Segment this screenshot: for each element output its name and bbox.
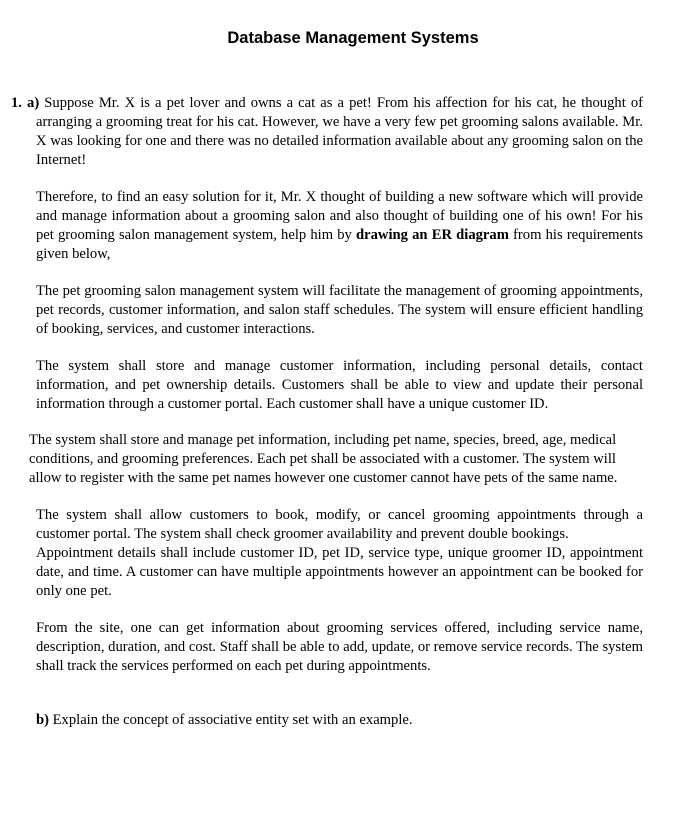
er-diagram-emphasis: drawing an ER diagram: [356, 227, 509, 243]
question-1a-intro: [11, 94, 643, 170]
question-1b: [36, 711, 643, 730]
paragraph-system-overview: The pet grooming salon management system will facilitate the management of grooming appointments, pet records, customer information, and salon staff schedules. The system will ensure efficient handling of booking, services, and customer interactions.: [36, 283, 643, 337]
paragraph-customer-info: The system shall store and manage customer information, including personal details, contact information, and pet ownership details. Customers shall be able to view and update their personal information through a customer portal. Each customer shall have a unique customer ID.: [36, 358, 643, 412]
paragraph-solution: [36, 188, 643, 264]
paragraph-solution-tail: from his requirements given below,: [36, 227, 644, 262]
paragraph-appointments-text-1: The system shall allow customers to book, modify, or cancel grooming appointments through a customer portal. The system shall check groomer availability and prevent double bookings.: [36, 507, 643, 542]
paragraph-appointments-text-2: Appointment details shall include customer ID, pet ID, service type, unique groomer ID, appointment date, and time. A customer can have multiple appointments however an appointment can be booked for only one pet.: [36, 545, 643, 599]
question-1b-text: Explain the concept of associative entity set with an example.: [48, 712, 413, 728]
question-number: 1. a): [11, 95, 40, 111]
paragraph-pet-info: The system shall store and manage pet information, including pet name, species, breed, age, medical conditions, and grooming preferences. Each pet shall be associated with a customer. The system will allow to register with the same pet names however one customer cannot have pets of the same name.: [29, 432, 618, 486]
question-1b-label: b): [36, 712, 49, 728]
paragraph-services: From the site, one can get information about grooming services offered, including service name, description, duration, and cost. Staff shall be able to add, update, or remove service records. The system shall track the services performed on each pet during appointments.: [36, 620, 643, 674]
question-1a-text: Suppose Mr. X is a pet lover and owns a cat as a pet! From his affection for his cat, he thought of arranging a grooming treat for his cat. However, we have a very few pet grooming salons available. Mr. X was looking for one and there was no detailed information available about any grooming salon on the Internet!: [36, 95, 643, 168]
document-title: Database Management Systems: [227, 29, 479, 47]
paragraph-solution-text: Therefore, to find an easy solution for it, Mr. X thought of building a new software which will provide and manage information about a grooming salon and also thought of building one of his own! For his pet grooming salon management system, help him by: [36, 189, 643, 243]
paragraph-appointments: [36, 506, 643, 601]
